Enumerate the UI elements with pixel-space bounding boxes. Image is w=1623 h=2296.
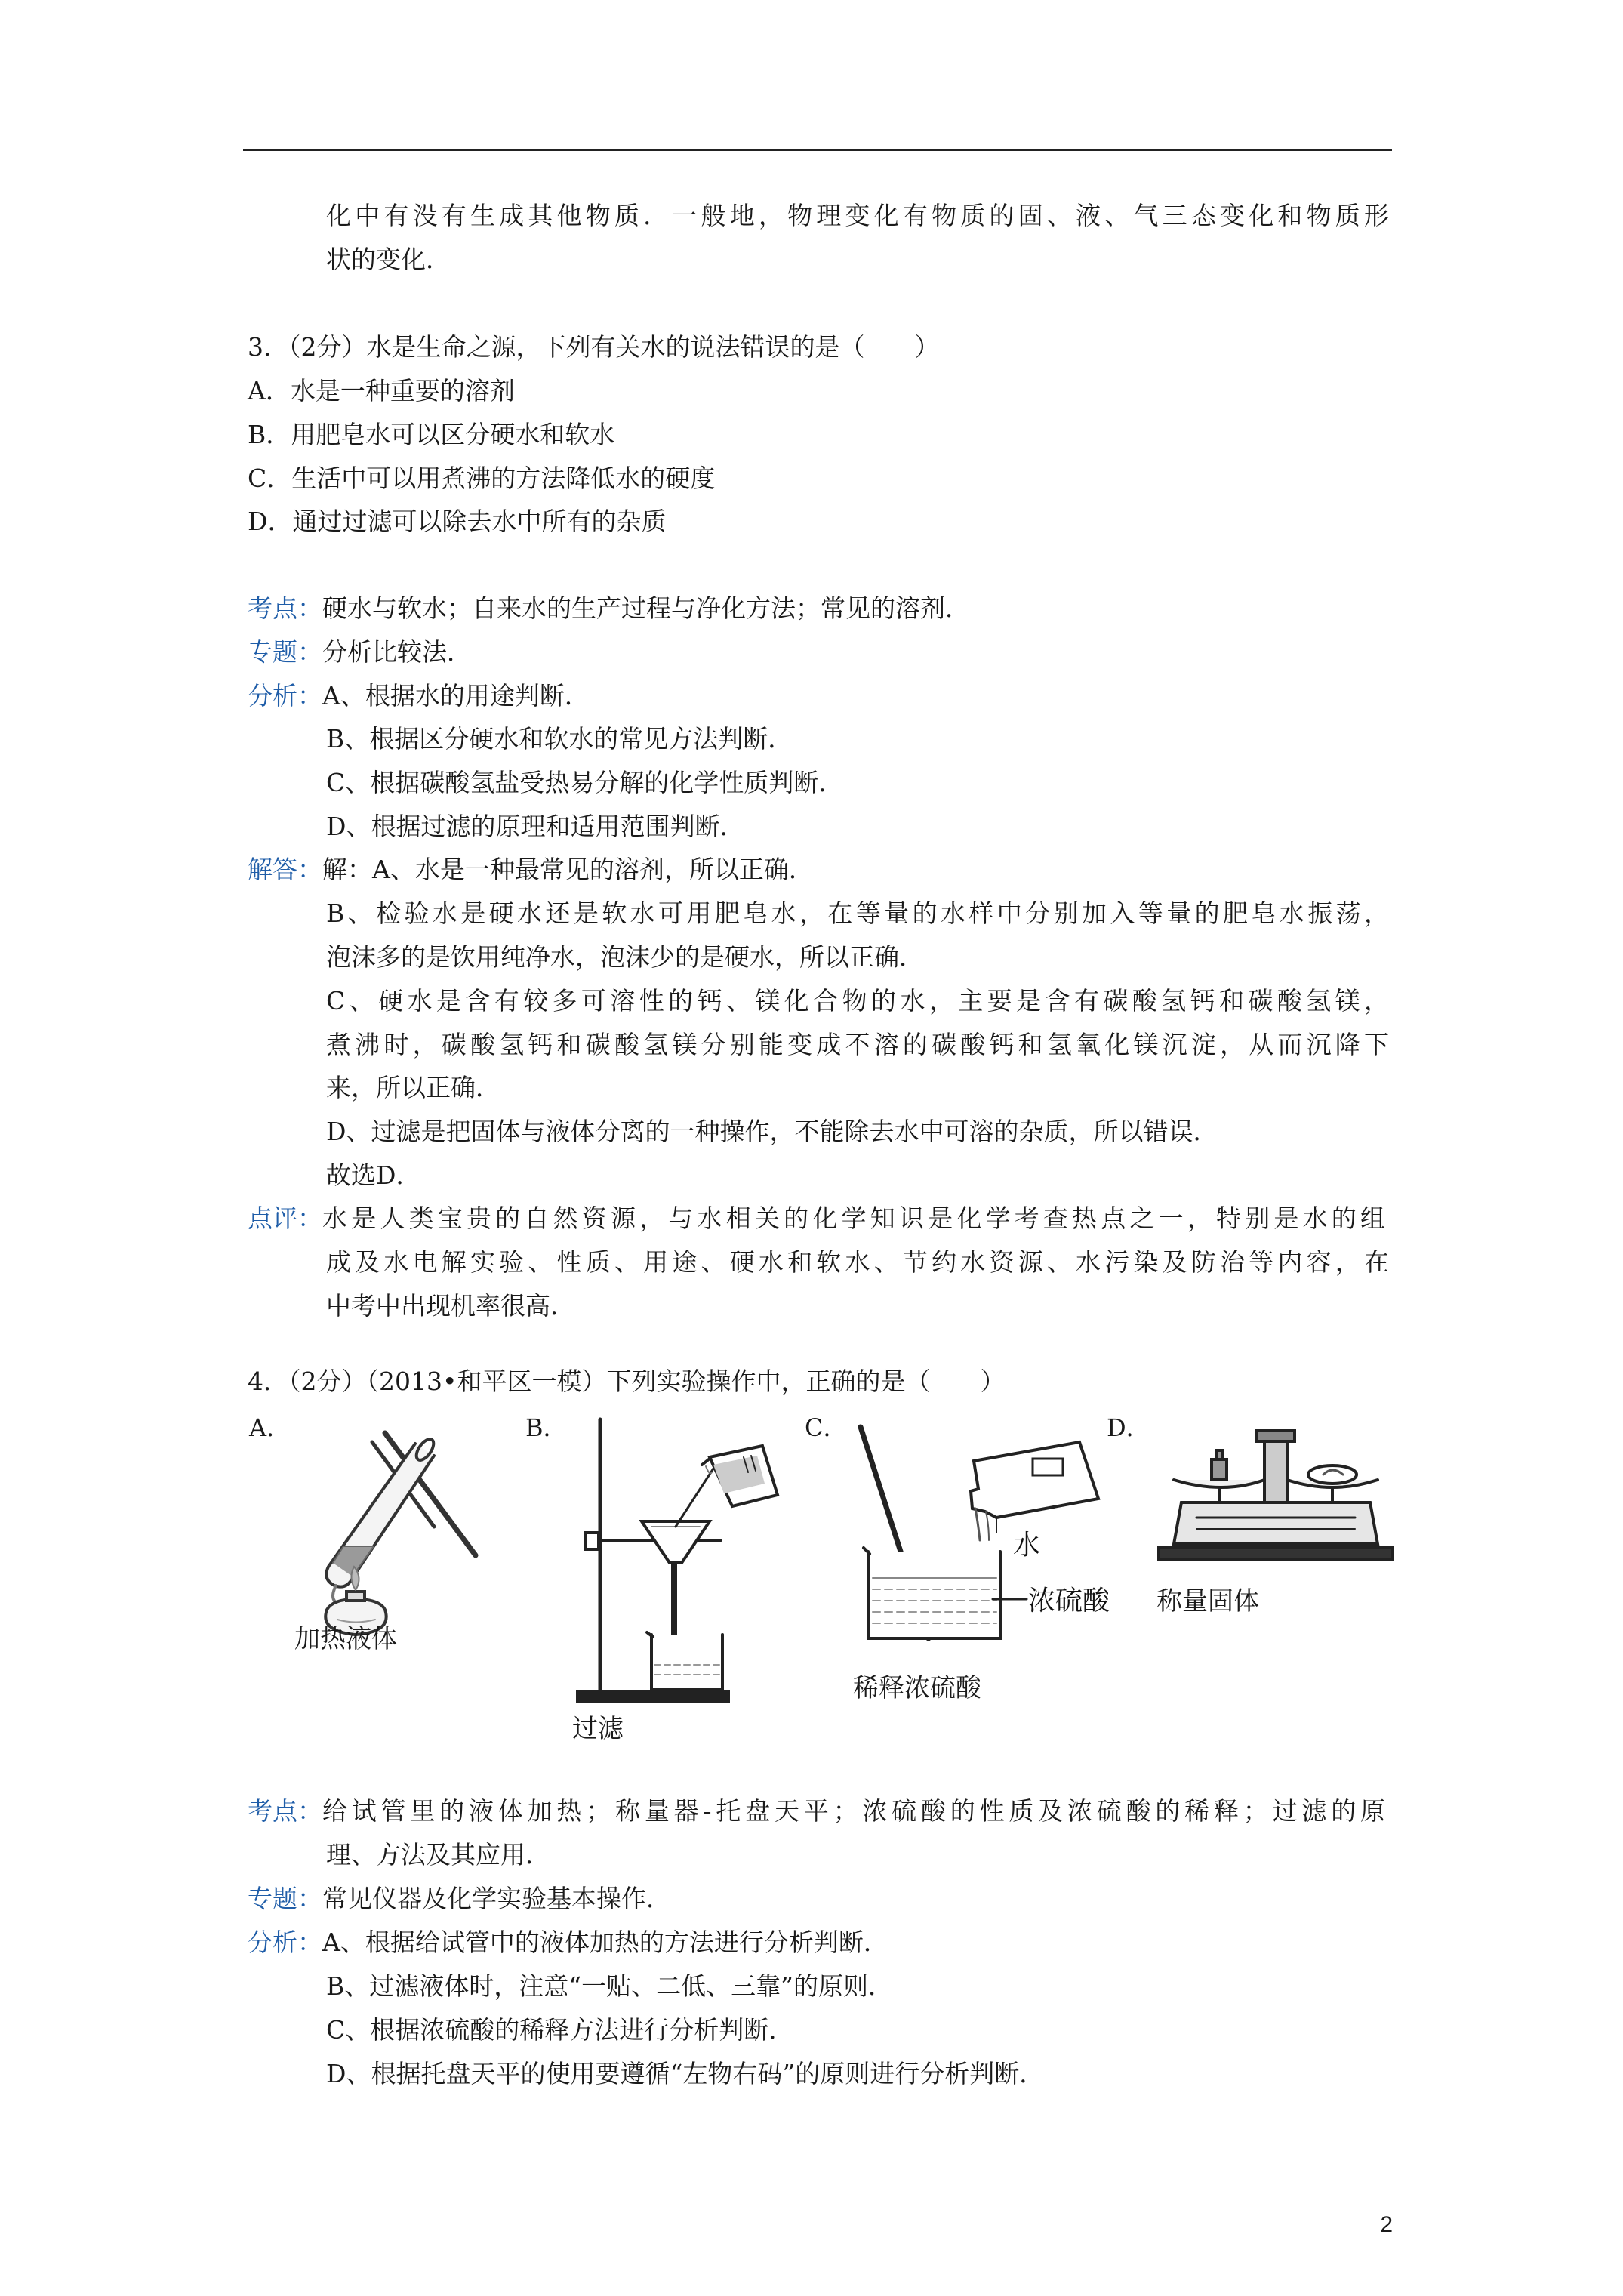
q4-zhuanti-label: 专题： xyxy=(248,1884,322,1913)
q4-label-acid: 浓硫酸 xyxy=(1028,1586,1110,1616)
q3-stem: 3．（2分）水是生命之源，下列有关水的说法错误的是（ ） xyxy=(248,332,940,362)
q3-fenxi-line-1: A、根据水的用途判断． xyxy=(322,681,590,710)
q4-fenxi-line-4: D、根据托盘天平的使用要遵循“左物右码”的原则进行分析判断． xyxy=(326,2059,1045,2088)
q4-figure-c-dilution xyxy=(838,1419,1117,1653)
q4-figure-a-heating-liquid xyxy=(283,1412,487,1638)
q3-kaodian-text: 硬水与软水；自来水的生产过程与净化方法；常见的溶剂． xyxy=(322,593,970,623)
q4-option-d-label: D． xyxy=(1107,1413,1150,1442)
cont-line-2: 状的变化． xyxy=(326,245,451,274)
q3-zhuanti-label: 专题： xyxy=(248,637,322,667)
header-rule xyxy=(243,149,1392,151)
q3-jieda-line-3: 泡沫多的是饮用纯净水，泡沫少的是硬水，所以正确． xyxy=(326,942,924,972)
q3-option-d: D．通过过滤可以除去水中所有的杂质 xyxy=(248,507,667,536)
q4-fenxi-line-2: B、过滤液体时，注意“一贴、二低、三靠”的原则． xyxy=(326,1971,893,2001)
q3-fenxi-line-4: D、根据过滤的原理和适用范围判断． xyxy=(326,812,745,841)
q3-zhuanti-text: 分析比较法． xyxy=(322,637,472,667)
q3-jieda-line-5: 煮沸时，碳酸氢钙和碳酸氢镁分别能变成不溶的碳酸钙和氢氧化镁沉淀，从而沉降下 xyxy=(326,1030,1389,1059)
q4-fenxi-label: 分析： xyxy=(248,1928,322,1957)
q4-caption-b: 过滤 xyxy=(572,1714,624,1744)
q3-jieda-label: 解答： xyxy=(248,855,322,884)
q3-jieda-line-2: B、检验水是硬水还是软水可用肥皂水，在等量的水样中分别加入等量的肥皂水振荡， xyxy=(326,898,1389,928)
q4-caption-d: 称量固体 xyxy=(1156,1586,1259,1616)
q4-option-c-label: C． xyxy=(805,1413,848,1442)
q3-jieda-line-7: D、过滤是把固体与液体分离的一种操作，不能除去水中可溶的杂质，所以错误． xyxy=(326,1117,1218,1146)
q4-zhuanti-text: 常见仪器及化学实验基本操作． xyxy=(322,1884,671,1913)
q4-option-b-label: B． xyxy=(525,1413,568,1442)
q4-fenxi xyxy=(248,1925,888,1961)
q3-dianping-line-2: 成及水电解实验、性质、用途、硬水和软水、节约水资源、水污染及防治等内容，在 xyxy=(326,1247,1389,1277)
q3-dianping-line-1: 水是人类宝贵的自然资源，与水相关的化学知识是化学考查热点之一，特别是水的组 xyxy=(322,1203,1385,1233)
q3-kaodian-label: 考点： xyxy=(248,593,322,623)
q3-jieda-line-4: C、硬水是含有较多可溶性的钙、镁化合物的水，主要是含有碳酸氢钙和碳酸氢镁， xyxy=(326,986,1389,1015)
q4-zhuanti xyxy=(248,1881,671,1917)
q4-kaodian-line-1: 给试管里的液体加热；称量器-托盘天平；浓硫酸的性质及浓硫酸的稀释；过滤的原 xyxy=(322,1796,1385,1826)
q3-option-c: C．生活中可以用煮沸的方法降低水的硬度 xyxy=(248,464,716,493)
q3-kaodian xyxy=(248,590,970,627)
q3-dianping-line-3: 中考中出现机率很高． xyxy=(326,1291,575,1321)
q3-jieda-line-8: 故选D． xyxy=(326,1160,421,1190)
q4-label-water: 水 xyxy=(1013,1530,1041,1561)
cont-line-1: 化中有没有生成其他物质．一般地，物理变化有物质的固、液、气三态变化和物质形 xyxy=(326,201,1389,230)
q4-fenxi-line-3: C、根据浓硫酸的稀释方法进行分析判断． xyxy=(326,2015,794,2045)
q3-fenxi xyxy=(248,678,590,714)
q4-caption-a: 加热液体 xyxy=(294,1624,397,1654)
q3-jieda-line-1: 解：A、水是一种最常见的溶剂，所以正确． xyxy=(322,855,814,884)
q4-kaodian xyxy=(248,1793,1385,1829)
q3-dianping xyxy=(248,1200,1385,1237)
page-number: 2 xyxy=(1380,2212,1393,2237)
q4-caption-c: 稀释浓硫酸 xyxy=(853,1673,981,1703)
q4-fenxi-line-1: A、根据给试管中的液体加热的方法进行分析判断． xyxy=(322,1928,888,1957)
q4-kaodian-label: 考点： xyxy=(248,1796,322,1826)
q3-fenxi-label: 分析： xyxy=(248,681,322,710)
q3-dianping-label: 点评： xyxy=(248,1203,322,1233)
q3-option-b: B．用肥皂水可以区分硬水和软水 xyxy=(248,420,615,449)
q4-option-a-label: A． xyxy=(249,1413,291,1442)
q3-option-a: A．水是一种重要的溶剂 xyxy=(248,376,515,405)
q3-fenxi-line-2: B、根据区分硬水和软水的常见方法判断． xyxy=(326,724,793,754)
q3-zhuanti xyxy=(248,634,472,670)
q3-fenxi-line-3: C、根据碳酸氢盐受热易分解的化学性质判断． xyxy=(326,768,844,797)
q4-figure-b-filtration xyxy=(562,1412,789,1710)
q4-figure-d-balance xyxy=(1151,1416,1400,1567)
q3-jieda xyxy=(248,852,814,888)
q3-jieda-line-6: 来，所以正确． xyxy=(326,1073,500,1102)
q4-kaodian-line-2: 理、方法及其应用． xyxy=(326,1840,550,1869)
q4-stem: 4．（2分）（2013•和平区一模）下列实验操作中，正确的是（ ） xyxy=(248,1367,1006,1396)
